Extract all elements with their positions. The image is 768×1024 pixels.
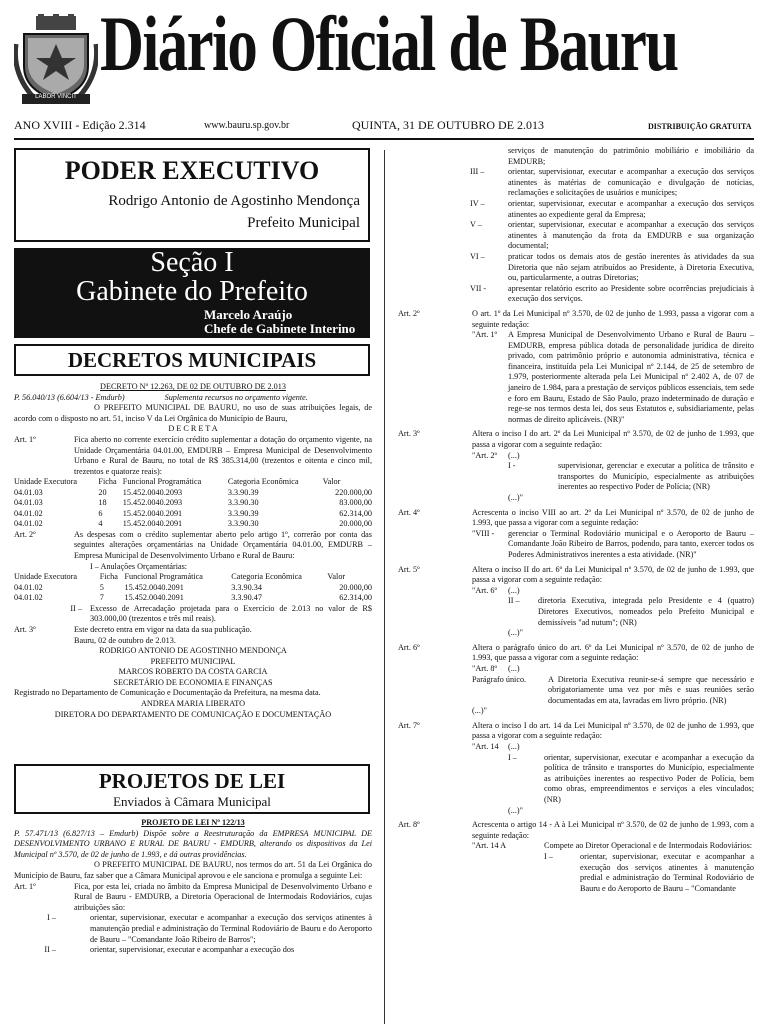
- article-item: [398, 753, 754, 806]
- table-cell: 7: [99, 593, 104, 603]
- item-text: praticar todos os demais atos de gestão inerentes às atividades da sua Diretoria que não sejam atribuídos ao Presidente, à Diretoria Executiva, ou, particularmente, a outras Diretorias;: [508, 251, 754, 283]
- table-cell: 3.3.90.34: [231, 582, 262, 592]
- article-label: Art. 1º: [14, 434, 36, 444]
- article-quote: [398, 664, 754, 675]
- article-text: O art. 1º da Lei Municipal nº 3.570, de 02 de junho de 1.993, passa a vigorar com a seguinte redação:: [472, 308, 754, 329]
- table-cell: 6: [98, 508, 103, 518]
- article-label: Art. 2º: [14, 529, 36, 539]
- article-heading: [398, 565, 754, 586]
- article-text: Fica aberto no corrente exercício crédito suplementar a dotação do orçamento vigente, na Unidade Orçamentária 04.01.00, EMDURB – Empresa Municipal de Desenvolvimento Urbano e Rural de Bauru, no total de R$ 385.314,00 (trezentos e oitenta e cinco mil, trezentos e quatorze reais):: [74, 434, 372, 476]
- table-cell: 15.452.0040.2091: [124, 582, 184, 592]
- table-cell: 20: [98, 487, 107, 497]
- list-item: [398, 167, 754, 199]
- table-cell: 15.452.0040.2091: [124, 593, 184, 603]
- list-item: [14, 913, 372, 945]
- table-cell: 5: [99, 582, 104, 592]
- item-label: IV –: [470, 198, 485, 208]
- list-item: [398, 220, 754, 252]
- list-item: [398, 284, 754, 305]
- article-block: [398, 820, 754, 894]
- table-cell: 3.3.90.39: [227, 508, 259, 518]
- article-text: Este decreto entra em vigor na data da sua publicação.: [74, 624, 252, 634]
- table-header: Categoria Econômica: [231, 572, 302, 582]
- decree-registered: Registrado no Departamento de Comunicação e Documentação da Prefeitura, na mesma data.: [14, 688, 321, 698]
- article-text: Altera o inciso II do art. 6º da Lei Municipal nº 3.570, de 02 de junho de 1.993, que passa a vigorar com a seguinte redação:: [472, 564, 754, 585]
- article-quote: [398, 742, 754, 753]
- article-heading: [398, 820, 754, 841]
- article-heading: [398, 429, 754, 450]
- signature-line: SECRETÁRIO DE ECONOMIA E FINANÇAS: [113, 677, 273, 687]
- signature-line: PREFEITO MUNICIPAL: [150, 656, 236, 666]
- budget-table-1: [14, 477, 372, 530]
- article-quote: [398, 841, 754, 852]
- table-header-row: [14, 572, 372, 583]
- table-header-row: [14, 477, 372, 488]
- quote-label: "Art. 6º: [472, 585, 497, 595]
- article-text: Acrescenta o inciso VIII ao art. 2º da Lei Municipal nº 3.570, de 02 de junho de 1.993, que passa a vigorar com a seguinte redação:: [472, 507, 754, 528]
- article-heading: [398, 309, 754, 330]
- article-item: [398, 675, 754, 707]
- article-block: [398, 309, 754, 426]
- table-header: Categoria Econômica: [227, 477, 299, 487]
- table-header: Ficha: [99, 572, 118, 582]
- item-text: orientar, supervisionar, executar e acompanhar a execução dos serviços atinentes à manutenção predial e administração do Terminal Rodoviário de Bauru e do Aeroporto de Bauru – "Comandante João Ribeiro de Barros";: [90, 913, 372, 944]
- item-label: II –: [70, 603, 82, 613]
- table-cell: 62.314,00: [339, 593, 372, 603]
- article-block: [398, 508, 754, 561]
- project-art1: [14, 882, 372, 914]
- item-label: VII -: [470, 283, 487, 293]
- table-cell: 20.000,00: [339, 582, 372, 592]
- article-heading: [398, 508, 754, 529]
- item-label: VI –: [470, 251, 485, 261]
- secao-title: Seção I: [150, 247, 234, 278]
- table-row: [14, 519, 372, 530]
- article-block: [398, 565, 754, 639]
- item-label: I –: [544, 852, 553, 861]
- chief-name: Marcelo Araújo: [204, 307, 293, 322]
- table-cell: 04.01.03: [14, 498, 43, 508]
- budget-table-2: [14, 572, 372, 604]
- article-label: Art. 1º: [14, 881, 36, 891]
- article-label: Art. 3º: [14, 624, 36, 634]
- table-cell: 20.000,00: [339, 519, 372, 529]
- newspaper-title: Diário Oficial de Bauru: [100, 0, 678, 87]
- table-cell: 15.452.0040.2093: [122, 498, 183, 508]
- project-preamble: O PREFEITO MUNICIPAL DE BAURU, nos termos do art. 51 da Lei Orgânica do Município de Bauru, faz saber que a Câmara Municipal aprovou e ele sanciona e promulga a seguinte Lei:: [14, 860, 372, 880]
- article-quote: [398, 529, 754, 561]
- article-tail: (...)": [508, 493, 523, 502]
- project-summary: P. 57.471/13 (6.827/13 – Emdurb) Dispõe sobre a Reestruturação da EMPRESA MUNICIPAL DE DESENVOLVIMENTO URBANO E RURAL DE BAURU - EMDURB, alterando os dispositivos da Lei Municipal nº 3.570, de 02 de junho de 1.993, e dá outras providências.: [14, 828, 372, 859]
- project-title: PROJETO DE LEI Nº 122/13: [141, 818, 245, 827]
- article-quote: [398, 330, 754, 425]
- table-cell: 15.452.0040.2091: [122, 519, 183, 529]
- decree-place-date: Bauru, 02 de outubro de 2.013.: [74, 635, 176, 645]
- table-header: Funcional Programática: [124, 572, 203, 582]
- item-label: I -: [508, 461, 516, 471]
- quote-label: "Art. 2º: [472, 450, 497, 460]
- table-cell: 04.01.02: [14, 582, 43, 592]
- table-cell: 15.452.0040.2091: [122, 508, 183, 518]
- quote-label: "Art. 14: [472, 742, 499, 752]
- article-label: Art. 5º: [398, 564, 420, 574]
- table-header: Funcional Programática: [122, 477, 202, 487]
- table-cell: 18: [98, 498, 107, 508]
- table-cell: 62.314,00: [339, 508, 372, 518]
- quote-text: (...): [508, 585, 520, 595]
- projetos-box: [14, 764, 370, 814]
- right-column: [398, 146, 754, 894]
- city-crest-logo: [14, 14, 98, 106]
- item-text: Excesso de Arrecadação projetada para o Exercício de 2.013 no valor de R$ 303.000,00 (trezentos e três mil reais).: [90, 603, 372, 624]
- distribution-note: DISTRIBUIÇÃO GRATUITA: [648, 122, 752, 131]
- table-header: Ficha: [98, 477, 117, 487]
- continued-text: serviços de manutenção do patrimônio mobiliário e imobiliário da EMDURB;: [508, 146, 754, 166]
- item-text: orientar, supervisionar, executar e acompanhar a execução dos serviços atinentes às matérias de comunicação e divulgação de notícias, reclamações e solicitações de usuários e munícipes;: [508, 167, 754, 198]
- table-cell: 15.452.0040.2093: [122, 487, 183, 497]
- item-label: V –: [470, 220, 482, 230]
- article-block: [398, 643, 754, 717]
- list-item: [398, 199, 754, 220]
- table-cell: 4: [98, 519, 103, 529]
- quote-text: Compete ao Diretor Operacional e de Intermodais Rodoviários:: [544, 841, 753, 851]
- item-text: A Diretoria Executiva reunir-se-á sempre que necessário e obrigatoriamente uma vez por mês e suas reuniões serão documentadas em ata, lavradas em livro próprio. (NR): [548, 674, 754, 705]
- article-label: Art. 2º: [398, 308, 420, 318]
- table-cell: 3.3.90.47: [231, 593, 262, 603]
- poder-executivo-box: [14, 148, 370, 242]
- quote-label: "VIII -: [472, 528, 495, 538]
- column-divider: [384, 150, 385, 1024]
- edition-info: ANO XVIII - Edição 2.314: [14, 118, 146, 132]
- table-row: [14, 583, 372, 594]
- quote-text: A Empresa Municipal de Desenvolvimento Urbano e Rural de Bauru – EMDURB, empresa pública dotada de personalidade jurídica de direito privado, com patrimônio próprio e autonomia administrativa, técnica e financeira, instituída pela Lei Municipal nº 2.144, de 25 de setembro de 1.979, posteriormente alterada pela Lei Municipal nº 2.402 A, de 07 de janeiro de 1.984, para a prestação de serviços públicos essenciais, tem sede e foro em Bauru, Estado de São Paulo, prazo indeterminado de duração e rege-se nos termos desta lei, dos seus Estatutos e, subsidiariamente, pelas normas de direito aplicáveis. (NR)": [508, 330, 754, 424]
- article-quote: [398, 451, 754, 462]
- table-cell: 220.000,00: [335, 487, 372, 497]
- secao-gabinete-banner: [14, 248, 370, 338]
- quote-text: (...): [508, 742, 520, 752]
- signature-line: ANDREA MARIA LIBERATO: [140, 699, 246, 709]
- table-header: Unidade Executora: [14, 572, 77, 582]
- table-header: Valor: [327, 572, 346, 582]
- chief-role: Chefe de Gabinete Interino: [204, 321, 356, 336]
- article-block: [398, 721, 754, 816]
- article-text: As despesas com o crédito suplementar aberto pelo artigo 1º, correrão por conta das seguintes alterações orçamentárias na Unidade Orçamentária 04.01.00, EMDURB – Empresa Municipal de Desenvolvimento Urbano e Rural de Bauru:: [74, 529, 372, 561]
- signature-line: MARCOS ROBERTO DA COSTA GARCIA: [118, 667, 268, 677]
- decree-item2: [14, 604, 372, 625]
- signature-line: DIRETORA DO DEPARTAMENTO DE COMUNICAÇÃO E DOCUMENTAÇÃO: [54, 709, 332, 719]
- quote-text: (...): [508, 663, 520, 673]
- decree-process-number: P. 56.040/13 (6.604/13 - Emdurb): [14, 392, 125, 402]
- mayor-role: Prefeito Municipal: [247, 215, 360, 231]
- table-row: [14, 488, 372, 499]
- decree-art3: [14, 625, 372, 636]
- item-label: II –: [44, 945, 56, 955]
- article-item: [398, 461, 754, 493]
- poder-executivo-heading: PODER EXECUTIVO: [64, 156, 320, 185]
- decree-process: [14, 393, 372, 404]
- quote-text: (...): [508, 450, 520, 460]
- quote-label: "Art. 1º: [472, 330, 497, 340]
- table-header: Valor: [322, 477, 341, 487]
- table-cell: 3.3.90.30: [227, 519, 259, 529]
- item-text: diretoria Executiva, integrada pelo Presidente e 4 (quatro) Diretores Executivos, nomeados pelo Prefeito Municipal e demissíveis "ad nutum"; (NR): [538, 596, 754, 627]
- article-text: Altera o parágrafo único do art. 6º da Lei Municipal nº 3.570, de 02 de junho de 1.993, que passa a vigorar com a seguinte redação:: [472, 642, 754, 663]
- table-row: [14, 509, 372, 520]
- projetos-heading: PROJETOS DE LEI: [98, 769, 286, 793]
- article-heading: [398, 643, 754, 664]
- quote-label: "Art. 14 A: [472, 841, 507, 851]
- item-text: orientar, supervisionar, executar e acompanhar a execução dos serviços atinentes à manutenção da frota da EMDURB e sua organização documental;: [508, 220, 754, 251]
- projetos-subheading: Enviados à Câmara Municipal: [113, 794, 271, 809]
- decree-summary: Suplementa recursos no orçamento vigente.: [164, 392, 308, 402]
- list-item: [14, 945, 372, 956]
- decree-preamble: O PREFEITO MUNICIPAL DE BAURU, no uso de suas atribuições legais, de acordo com o disposto no art. 51, inciso V da Lei Orgânica do Município de Bauru,: [14, 403, 372, 423]
- article-text: Fica, por esta lei, criada no âmbito da Empresa Municipal de Desenvolvimento Urbano e Rural de Bauru - EMDURB, a Diretoria Operacional de Intermodais Rodoviários, cujas atribuições são:: [74, 881, 372, 912]
- list-item: [398, 252, 754, 284]
- website-link[interactable]: www.bauru.sp.gov.br: [204, 120, 290, 131]
- item-label: I –: [47, 913, 56, 923]
- item-label: Parágrafo único.: [472, 674, 527, 684]
- publication-date: QUINTA, 31 DE OUTUBRO DE 2.013: [352, 118, 545, 132]
- quote-text: gerenciar o Terminal Rodoviário municipal e o Aeroporto de Bauru – Comandante João Ribeiro de Barros, podendo, para tanto, exercer todos os Poderes Administrativos inerentes a esta atividade. (NR)": [508, 528, 754, 559]
- article-label: Art. 4º: [398, 507, 420, 517]
- table-cell: 04.01.02: [14, 593, 43, 603]
- masthead-rule: [14, 138, 754, 140]
- decretos-heading: DECRETOS MUNICIPAIS: [14, 344, 370, 376]
- table-header: Unidade Executora: [14, 477, 77, 487]
- item-text: supervisionar, gerenciar e executar a política de trânsito e transportes do Município, especialmente as atribuições inerentes ao respectivo Poder de Polícia; (NR): [558, 461, 754, 492]
- article-label: Art. 7º: [398, 720, 420, 730]
- article-text: Altera o inciso I do art. 14 da Lei Municipal nº 3.570, de 02 de junho de 1.993, que passa a vigorar com a seguinte redação:: [472, 720, 754, 741]
- item-text: apresentar relatório escrito ao Presidente sobre ocorrências prejudiciais à execução dos serviços.: [508, 283, 754, 304]
- mayor-name: Rodrigo Antonio de Agostinho Mendonça: [108, 193, 360, 209]
- item-label: III –: [470, 167, 485, 177]
- table-cell: 83.000,00: [339, 498, 372, 508]
- item-label: II –: [508, 596, 520, 606]
- article-tail: (...)": [508, 628, 523, 638]
- item-label: I –: [508, 752, 517, 762]
- decree-art2: [14, 530, 372, 562]
- article-item: [398, 852, 754, 894]
- project-body: [14, 818, 372, 956]
- table-row: [14, 498, 372, 509]
- article-text: Acrescenta o artigo 14 - A à Lei Municipal nº 3.570, de 02 de junho de 1.993, com a seguinte redação:: [472, 820, 754, 840]
- table-row: [14, 593, 372, 604]
- item-text: orientar, supervisionar, executar e acompanhar a execução da política de trânsito e transportes do Município, especialmente as atribuições inerentes ao respectivo Poder de Polícia, bem como obras, empreendimentos e serviços a eles vinculados; (NR): [544, 752, 754, 805]
- article-tail: (...)": [472, 706, 487, 716]
- table-cell: 3.3.90.39: [227, 487, 259, 497]
- item-text: orientar, supervisionar, executar e acompanhar a execução dos serviços atinentes ao expediente geral da Empresa;: [508, 198, 754, 219]
- decree-body: [14, 382, 372, 720]
- table-cell: 04.01.02: [14, 508, 43, 518]
- article-text: Altera o inciso I do art. 2º da Lei Municipal nº 3.570, de 02 de junho de 1.993, que passa a vigorar com a seguinte redação:: [472, 429, 754, 450]
- decree-art1: [14, 435, 372, 477]
- item-text: orientar, supervisionar, executar e acompanhar a execução dos serviços atinentes à manutenção predial e administração do Terminal Rodoviário de Bauru e do Aeroporto de Bauru – "Comandante: [580, 852, 754, 893]
- article-quote: [398, 586, 754, 597]
- article-item: [398, 596, 754, 628]
- table-cell: 04.01.02: [14, 519, 43, 529]
- table-cell: 04.01.03: [14, 487, 43, 497]
- article-heading: [398, 721, 754, 742]
- decree-title: DECRETO Nº 12.263, DE 02 DE OUTUBRO DE 2.013: [100, 382, 286, 391]
- signature-line: RODRIGO ANTONIO DE AGOSTINHO MENDONÇA: [99, 646, 287, 656]
- table-cell: 3.3.90.30: [227, 498, 259, 508]
- quote-label: "Art. 8º: [472, 663, 497, 673]
- article-label: Art. 6º: [398, 642, 420, 652]
- decree-decreta: D E C R E T A: [168, 424, 218, 434]
- article-tail: (...)": [508, 805, 523, 815]
- gabinete-title: Gabinete do Prefeito: [76, 276, 308, 307]
- crest-motto: LABOR VINCIT: [35, 94, 77, 100]
- decree-item1: I – Anulações Orçamentárias:: [90, 561, 188, 571]
- article-label: Art. 8º: [398, 820, 420, 830]
- item-text: orientar, supervisionar, executar e acompanhar a execução dos: [90, 945, 295, 955]
- article-label: Art. 3º: [398, 429, 420, 439]
- article-block: [398, 429, 754, 503]
